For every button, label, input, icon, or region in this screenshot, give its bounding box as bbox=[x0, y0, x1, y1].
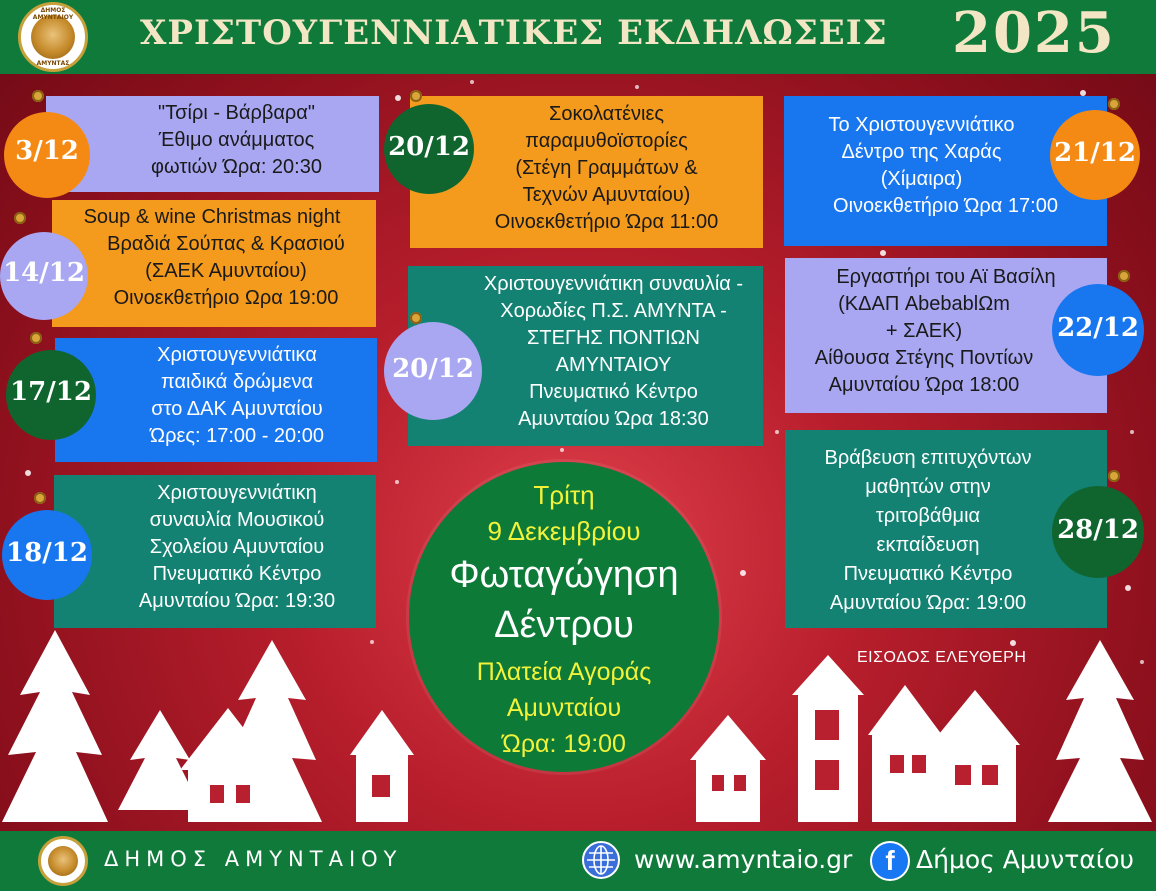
footer-municipality-name: ΔΗΜΟΣ ΑΜΥΝΤΑΙΟΥ bbox=[104, 847, 403, 871]
date-badge-20-12-b: 20/12 bbox=[384, 322, 482, 420]
globe-icon bbox=[582, 841, 620, 879]
date-badge-17-12: 17/12 bbox=[6, 350, 96, 440]
date-badge-22-12: 22/12 bbox=[1052, 284, 1144, 376]
event-box-22-12: Εργαστήρι του Αϊ Βασίλη (ΚΔΑΠ AbebablΩm + ΣΑΕΚ) Αίθουσα Στέγης Ποντίων Αμυνταίου Ώρα 18:00 bbox=[785, 258, 1107, 413]
event-box-18-12: Χριστουγεννιάτικη συναυλία Μουσικού Σχολείου Αμυνταίου Πνευματικό Κέντρο Αμυνταίου Ώρα: 19:30 bbox=[54, 475, 376, 628]
event-box-20-12-b: Χριστουγεννιάτικη συναυλία - Χορωδίες Π.Σ. ΑΜΥΝΤΑ - ΣΤΕΓΗΣ ΠΟΝΤΙΩΝ ΑΜΥΝΤΑΙΟΥ Πνευματικό Κέντρο Αμυνταίου Ώρα 18:30 bbox=[408, 266, 763, 446]
logo-bottom-text: ΑΜΥΝΤΑΣ bbox=[36, 60, 70, 67]
date-badge-18-12: 18/12 bbox=[2, 510, 92, 600]
event-box-21-12: Το Χριστουγεννιάτικο Δέντρο της Χαράς (Χίμαιρα) Οινοεκθετήριο Ώρα 17:00 bbox=[784, 96, 1107, 246]
main-event-title-line2: Δέντρου bbox=[494, 604, 634, 646]
logo-top-text: ΔΗΜΟΣ ΑΜΥΝΤΑΙΟΥ bbox=[32, 7, 74, 21]
house-icon bbox=[868, 685, 942, 822]
main-event-title-line1: Φωταγώγηση bbox=[449, 554, 679, 596]
event-box-17-12: Χριστουγεννιάτικα παιδικά δρώμενα στο ΔΑΚ Αμυνταίου Ώρες: 17:00 - 20:00 bbox=[55, 338, 377, 462]
main-event-date: 9 Δεκεμβρίου bbox=[487, 516, 641, 546]
tree-icon bbox=[2, 630, 108, 822]
main-event-circle bbox=[409, 462, 719, 772]
event-box-3-12: "Τσίρι - Βάρβαρα" Έθιμο ανάμματος φωτιών Ώρα: 20:30 bbox=[46, 96, 379, 192]
date-badge-3-12: 3/12 bbox=[4, 112, 90, 198]
ornament-icon bbox=[34, 492, 46, 504]
header-bar bbox=[0, 0, 1156, 74]
footer-logo bbox=[38, 836, 88, 886]
event-box-14-12: Soup & wine Christmas night Βραδιά Σούπας & Κρασιού (ΣΑΕΚ Αμυνταίου) Οινοεκθετήριο Ωρα 19:00 bbox=[52, 200, 376, 327]
page-title: ΧΡΙΣΤΟΥΓΕΝΝΙΑΤΙΚΕΣ ΕΚΔΗΛΩΣΕΙΣ bbox=[140, 13, 888, 53]
ornament-icon bbox=[30, 332, 42, 344]
main-event-day: Τρίτη bbox=[533, 480, 595, 510]
municipality-logo bbox=[18, 2, 88, 72]
free-entry-label: ΕΙΣΟΔΟΣ ΕΛΕΥΘΕΡΗ bbox=[857, 649, 1027, 666]
ornament-icon bbox=[410, 90, 422, 102]
date-badge-21-12: 21/12 bbox=[1050, 110, 1140, 200]
footer-bar bbox=[0, 831, 1156, 891]
ornament-icon bbox=[1108, 98, 1120, 110]
date-badge-28-12: 28/12 bbox=[1052, 486, 1144, 578]
page-year: 2025 bbox=[952, 0, 1116, 66]
house-icon bbox=[930, 690, 1020, 822]
website-link[interactable]: www.amyntaio.gr bbox=[634, 845, 853, 874]
facebook-icon[interactable]: f bbox=[870, 841, 910, 881]
facebook-link[interactable]: Δήμος Αμυνταίου bbox=[916, 845, 1134, 874]
tree-icon bbox=[1048, 640, 1152, 822]
ornament-icon bbox=[410, 312, 422, 324]
house-icon bbox=[350, 710, 414, 822]
ornament-icon bbox=[1108, 470, 1120, 482]
event-box-20-12-a: Σοκολατένιες παραμυθοϊστορίες (Στέγη Γραμμάτων & Τεχνών Αμυνταίου) Οινοεκθετήριο Ώρα 11:00 bbox=[410, 96, 763, 248]
event-box-28-12: Βράβευση επιτυχόντων μαθητών στην τριτοβάθμια εκπαίδευση Πνευματικό Κέντρο Αμυνταίου Ώρα: 19:00 bbox=[785, 430, 1107, 628]
main-event-place-line2: Αμυνταίου bbox=[506, 694, 622, 722]
ornament-icon bbox=[1118, 270, 1130, 282]
main-event-place-line1: Πλατεία Αγοράς bbox=[476, 658, 652, 686]
ornament-icon bbox=[32, 90, 44, 102]
ornament-icon bbox=[14, 212, 26, 224]
date-badge-14-12: 14/12 bbox=[0, 232, 88, 320]
date-badge-20-12-a: 20/12 bbox=[384, 104, 474, 194]
main-event-time: Ώρα: 19:00 bbox=[502, 730, 626, 758]
